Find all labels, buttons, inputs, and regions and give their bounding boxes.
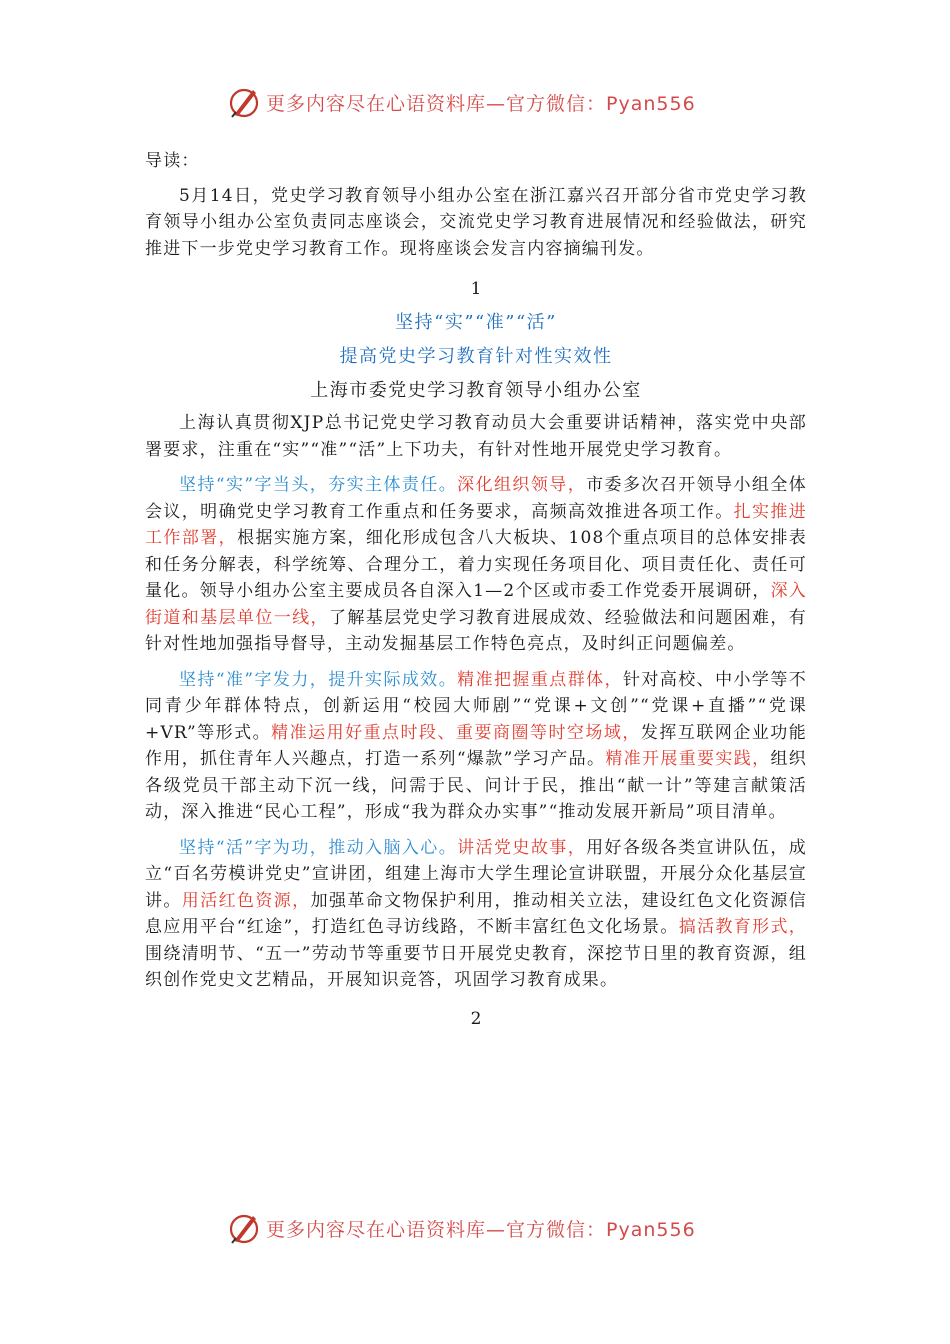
page-number-2: 2: [470, 1008, 482, 1029]
section-text: 针对高校、中小学等不同青少年群体特点，创新运用“校园大师剧”“党课+文创”“党课+直播”“党课+VR”等形式。: [145, 669, 807, 743]
document-body: [145, 148, 807, 1032]
section-text: 围绕清明节、“五一”劳动节等重要节日开展党史教育，深挖节日里的教育资源，组织创作党史文艺精品，开展知识竞答，巩固学习教育成果。: [145, 943, 807, 990]
section-text: 市委多次召开领导小组全体会议，明确党史学习教育工作重点和任务要求，高频高效推进各项工作。: [145, 475, 807, 522]
section-text: 加强革命文物保护利用，推动相关立法，建设红色文化资源信息应用平台“红途”，打造红色寻访线路，不断丰富红色文化场景。: [145, 890, 807, 937]
highlight-phrase: 用活红色资源，: [181, 890, 311, 911]
highlight-phrase: 深入街道和基层单位一线，: [145, 581, 807, 628]
banner-text: 更多内容尽在心语资料库—官方微信：Pyan556: [266, 1218, 696, 1241]
highlight-phrase: 深化组织领导，: [457, 475, 587, 495]
section-heading: 坚持“准”字发力，提升实际成效。: [179, 669, 458, 690]
intro-label: 导读：: [145, 151, 200, 171]
highlight-phrase: 精准把握重点群体，: [457, 669, 623, 690]
article-lead: 上海认真贯彻XJP总书记党史学习教育动员大会重要讲话精神，落实党中央部署要求，注重在“实”“准”“活”上下功夫，有针对性地开展党史学习教育。: [145, 413, 807, 460]
article-title-line1: 坚持“实”“准”“活”: [395, 312, 557, 333]
top-banner: [226, 84, 726, 120]
bottom-banner: [226, 1210, 726, 1246]
section-text: 了解基层党史学习教育进展成效、经验做法和问题困难，有针对性地加强指导督导，主动发掘基层工作特色亮点，及时纠正问题偏差。: [145, 607, 808, 654]
highlight-phrase: 扎实推进工作部署，: [145, 501, 807, 548]
section-text: 组织各级党员干部主动下沉一线，问需于民、问计于民，推出“献一计”等建言献策活动，深入推进“民心工程”，形成“我为群众办实事”“推动发展开新局”项目清单。: [145, 749, 807, 822]
section-text: 用好各级各类宣讲队伍，成立“百名劳模讲党史”宣讲团，组建上海市大学生理论宣讲联盟，开展分众化基层宣讲。: [145, 837, 807, 911]
highlight-phrase: 精准运用好重点时段、重要商圈等时空场域，: [271, 722, 641, 743]
section-huo: [145, 835, 807, 994]
section-heading: 坚持“实”字当头，夯实主体责任。: [179, 475, 458, 495]
quill-pen-logo-icon: [226, 1210, 262, 1246]
quill-pen-logo-icon: [226, 84, 262, 120]
highlight-phrase: 讲活党史故事，: [457, 837, 587, 858]
section-text: 发挥互联网企业功能作用，抓住青年人兴趣点，打造一系列“爆款”学习产品。: [145, 722, 807, 769]
article-title-line2: 提高党史学习教育针对性实效性: [339, 346, 613, 367]
banner-text: 更多内容尽在心语资料库—官方微信：Pyan556: [266, 92, 696, 115]
section-text: 根据实施方案，细化形成包含八大板块、108个重点项目的总体安排表和任务分解表，科学统筹、合理分工，着力实现任务项目化、项目责任化、责任可量化。领导小组办公室主要成员各自深入1—2个区或市委工作党委开展调研，: [145, 528, 807, 601]
article-organization: 上海市委党史学习教育领导小组办公室: [310, 380, 642, 401]
section-zhun: [145, 667, 807, 826]
highlight-phrase: 搞活教育形式，: [678, 917, 807, 937]
section-heading: 坚持“活”字为功，推动入脑入心。: [179, 837, 458, 858]
intro-paragraph: 5月14日，党史学习教育领导小组办公室在浙江嘉兴召开部分省市党史学习教育领导小组办公室负责同志座谈会，交流党史学习教育进展情况和经验做法，研究推进下一步党史学习教育工作。现将座谈会发言内容摘编刊发。: [145, 185, 807, 259]
highlight-phrase: 精准开展重要实践，: [605, 749, 771, 769]
section-shi: [145, 472, 807, 658]
page-number-1: 1: [470, 279, 482, 299]
